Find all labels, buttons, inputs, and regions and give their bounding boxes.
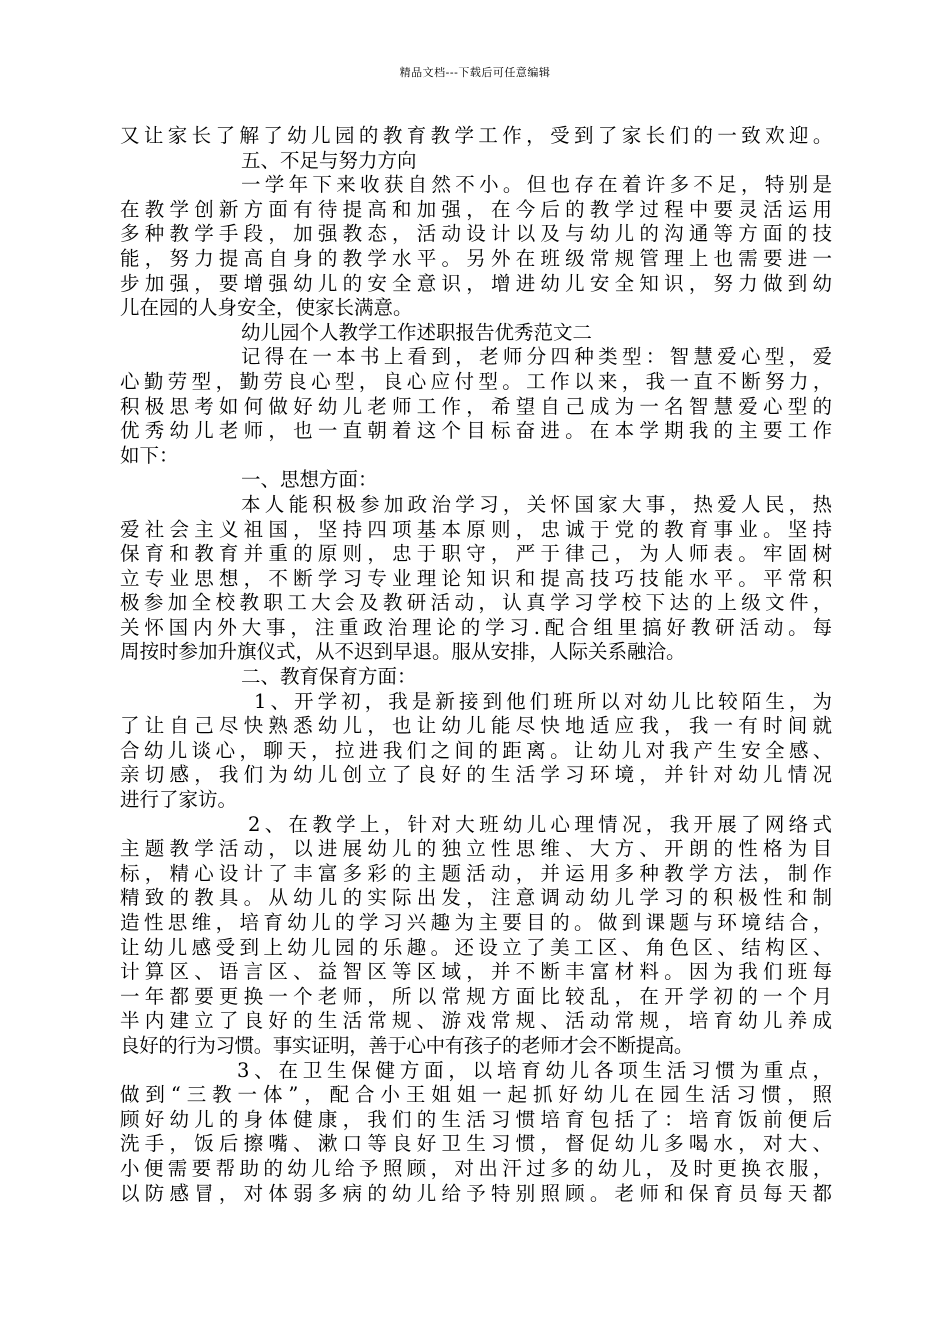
text-line: 多种教学手段，加强教态，活动设计以及与幼儿的沟通等方面的技 <box>120 222 832 246</box>
text-line: 保育和教育并重的原则，忠于职守，严于律己，为人师表。牢固树 <box>120 542 832 566</box>
text-line: 1、开学初，我是新接到他们班所以对幼儿比较陌生，为 <box>254 689 832 713</box>
text-line: 爱社会主义祖国，坚持四项基本原则，忠诚于党的教育事业。坚持 <box>120 517 832 541</box>
text-line: 以防感冒，对体弱多病的幼儿给予特别照顾。老师和保育员每天都 <box>120 1181 832 1205</box>
text-line: 了让自己尽快熟悉幼儿，也让幼儿能尽快地适应我，我一有时间就 <box>120 714 832 738</box>
text-line: 心勤劳型，勤劳良心型，良心应付型。工作以来，我一直不断努力， <box>120 369 832 393</box>
text-line: 洗手，饭后擦嘴、漱口等良好卫生习惯，督促幼儿多喝水，对大、 <box>120 1132 832 1156</box>
text-line: 积极思考如何做好幼儿老师工作，希望自己成为一名智慧爱心型的 <box>120 394 832 418</box>
text-line: 在教学创新方面有待提高和加强，在今后的教学过程中要灵活运用 <box>120 197 832 221</box>
section-heading: 一、思想方面： <box>241 468 378 492</box>
text-line: 良好的行为习惯。事实证明，善于心中有孩子的老师才会不断提高。 <box>120 1033 694 1057</box>
text-line: 顾好幼儿的身体健康，我们的生活习惯培育包括了：培育饭前便后 <box>120 1107 832 1131</box>
text-line: 记得在一本书上看到，老师分四种类型：智慧爱心型，爱 <box>241 345 832 369</box>
section-heading: 二、教育保育方面： <box>241 665 417 689</box>
text-line: 让幼儿感受到上幼儿园的乐趣。还设立了美工区、角色区、结构区、 <box>120 935 832 959</box>
text-line: 主题教学活动，以进展幼儿的独立性思维、大方、开朗的性格为目 <box>120 837 832 861</box>
page-header: 精品文档---下载后可任意编辑 <box>399 66 551 79</box>
text-line: 一年都要更换一个老师，所以常规方面比较乱，在开学初的一个月 <box>120 984 832 1008</box>
text-line: 计算区、语言区、益智区等区域，并不断丰富材料。因为我们班每 <box>120 960 832 984</box>
text-line: 造性思维，培育幼儿的学习兴趣为主要目的。做到课题与环境结合， <box>120 911 832 934</box>
text-line: 亲切感，我们为幼儿创立了良好的生活学习环境，并针对幼儿情况 <box>120 763 832 787</box>
text-line: 精致的教具。从幼儿的实际出发，注意调动幼儿学习的积极性和制 <box>120 886 832 910</box>
text-line: 能，努力提高自身的教学水平。另外在班级常规管理上也需要进一 <box>120 246 832 270</box>
text-line: 本人能积极参加政治学习，关怀国家大事，热爱人民，热 <box>241 492 832 516</box>
text-line: 小便需要帮助的幼儿给予照顾，对出汗过多的幼儿，及时更换衣服， <box>120 1156 832 1180</box>
text-line: 做到“三教一体”，配合小王姐姐一起抓好幼儿在园生活习惯，照 <box>120 1083 832 1107</box>
text-line: 一学年下来收获自然不小。但也存在着许多不足，特别是 <box>241 173 832 197</box>
text-line: 极参加全校教职工大会及教研活动，认真学习学校下达的上级文件， <box>120 591 832 615</box>
document-body <box>120 124 832 1206</box>
text-line: 优秀幼儿老师，也一直朝着这个目标奋进。在本学期我的主要工作 <box>120 419 832 443</box>
text-line: 儿在园的人身安全，使家长满意。 <box>120 296 413 320</box>
text-line: 如下： <box>120 443 179 467</box>
text-line: 合幼儿谈心，聊天，拉进我们之间的距离。让幼儿对我产生安全感、 <box>120 738 832 762</box>
text-line: 关怀国内外大事，注重政治理论的学习.配合组里搞好教研活动。每 <box>120 615 832 639</box>
text-line: 标，精心设计了丰富多彩的主题活动，并运用多种教学方法，制作 <box>120 861 832 885</box>
text-line: 进行了家访。 <box>120 788 238 812</box>
text-line: 2、在教学上，针对大班幼儿心理情况，我开展了网络式 <box>248 812 832 836</box>
text-line: 步加强，要增强幼儿的安全意识，增进幼儿安全知识，努力做到幼 <box>120 271 832 295</box>
text-line: 周按时参加升旗仪式，从不迟到早退。服从安排，人际关系融洽。 <box>120 640 686 664</box>
text-line: 3、在卫生保健方面，以培育幼儿各项生活习惯为重点， <box>237 1058 832 1082</box>
section-heading: 五、不足与努力方向 <box>241 148 417 172</box>
text-line: 立专业思想，不断学习专业理论知识和提高技巧技能水平。平常积 <box>120 566 832 590</box>
text-line: 又让家长了解了幼儿园的教育教学工作，受到了家长们的一致欢迎。 <box>120 124 832 147</box>
document-title: 幼儿园个人教学工作述职报告优秀范文二 <box>241 320 593 344</box>
text-line: 半内建立了良好的生活常规、游戏常规、活动常规，培育幼儿养成 <box>120 1009 832 1033</box>
